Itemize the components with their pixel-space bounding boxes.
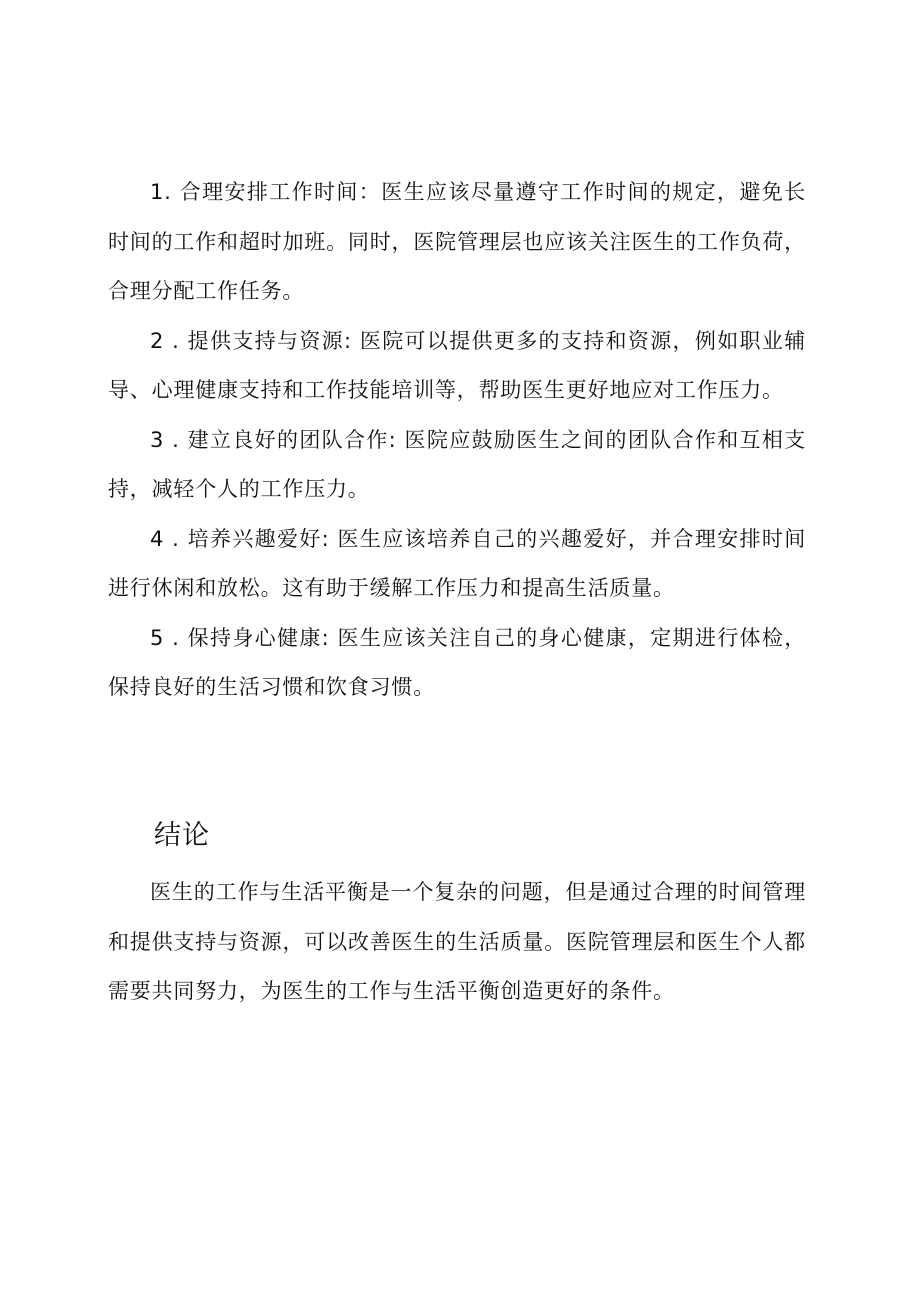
list-item-1: 1. 合理安排工作时间：医生应该尽量遵守工作时间的规定，避免长时间的工作和超时加班。同时，医院管理层也应该关注医生的工作负荷，合理分配工作任务。	[108, 180, 806, 303]
list-item-3: 3 . 建立良好的团队合作: 医院应鼓励医生之间的团队合作和互相支持，减轻个人的工作压力。	[108, 427, 806, 501]
conclusion-section	[108, 868, 806, 1017]
conclusion-heading: 结论	[154, 820, 210, 851]
list-item-2: 2 . 提供支持与资源: 医院可以提供更多的支持和资源，例如职业辅导、心理健康支持和工作技能培训等，帮助医生更好地应对工作压力。	[108, 328, 806, 402]
list-item-5: 5 . 保持身心健康: 医生应该关注自己的身心健康，定期进行体检，保持良好的生活习惯和饮食习惯。	[108, 625, 806, 699]
recommendation-list	[108, 168, 806, 713]
conclusion-paragraph: 医生的工作与生活平衡是一个复杂的问题，但是通过合理的时间管理和提供支持与资源，可以改善医生的生活质量。医院管理层和医生个人都需要共同努力，为医生的工作与生活平衡创造更好的条件。	[108, 880, 806, 1003]
list-item-4: 4 . 培养兴趣爱好: 医生应该培养自己的兴趣爱好，并合理安排时间进行休闲和放松。这有助于缓解工作压力和提高生活质量。	[108, 526, 806, 600]
